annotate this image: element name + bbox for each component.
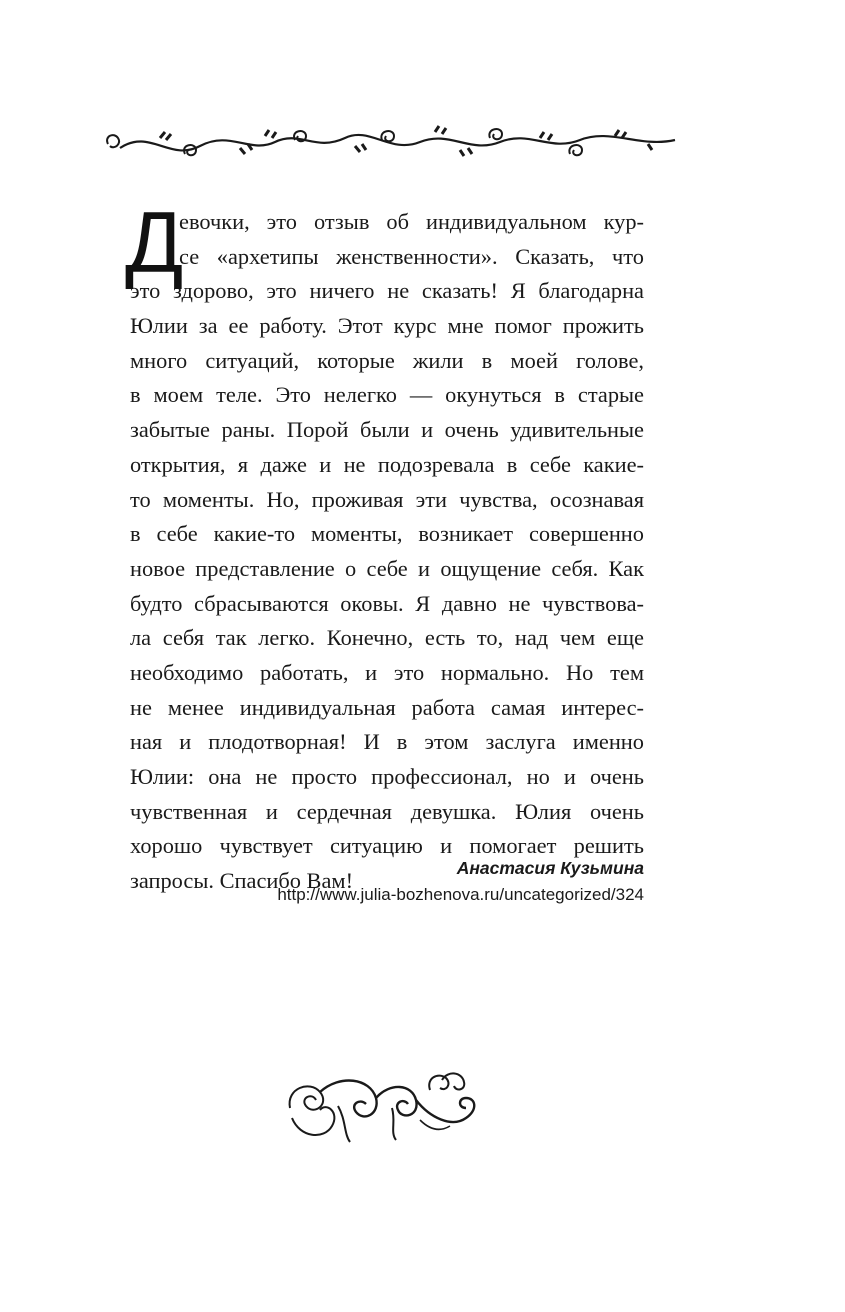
text-line: забытые раны. Порой были и очень удивительные	[130, 417, 644, 443]
text-line: хорошо чувствует ситуацию и помогает решить	[130, 833, 644, 859]
text-line: будто сбрасываются оковы. Я давно не чувствова-	[130, 590, 644, 616]
text-line: ная и плодотворная! И в этом заслуга именно	[130, 729, 644, 755]
text-line: евочки, это отзыв об индивидуальном кур-	[179, 209, 644, 234]
text-line: се «архетипы женственности». Сказать, что	[179, 243, 644, 269]
bottom-swirl-flourish-icon	[280, 1068, 492, 1148]
drop-cap: Д	[125, 195, 184, 291]
text-line: ла себя так легко. Конечно, есть то, над чем еще	[130, 625, 644, 651]
text-line: много ситуаций, которые жили в моей голове,	[130, 347, 644, 373]
source-url[interactable]: http://www.julia-bozhenova.ru/uncategorized/324	[277, 885, 644, 904]
text-line: не менее индивидуальная работа самая интерес-	[130, 694, 644, 720]
text-line: это здорово, это ничего не сказать! Я благодарна	[130, 278, 644, 304]
text-line: чувственная и сердечная девушка. Юлия очень	[130, 798, 644, 824]
top-vine-divider-icon	[100, 118, 678, 166]
text-line: новое представление о себе и ощущение себя. Как	[130, 555, 644, 581]
author-name: Анастасия Кузьмина	[456, 858, 644, 878]
text-line: в моем теле. Это нелегко — окунуться в старые	[130, 382, 644, 408]
text-line: необходимо работать, и это нормально. Но тем	[130, 659, 644, 685]
text-line: то моменты. Но, проживая эти чувства, осознавая	[130, 486, 644, 512]
text-line: Юлии за ее работу. Этот курс мне помог прожить	[130, 313, 644, 339]
text-line: запросы. Спасибо Вам!	[130, 868, 354, 894]
text-line: Юлии: она не просто профессионал, но и очень	[130, 764, 644, 789]
text-line: открытия, я даже и не подозревала в себе какие-	[130, 451, 644, 477]
testimonial-text	[125, 195, 644, 899]
text-line: в себе какие-то моменты, возникает совершенно	[130, 521, 644, 547]
